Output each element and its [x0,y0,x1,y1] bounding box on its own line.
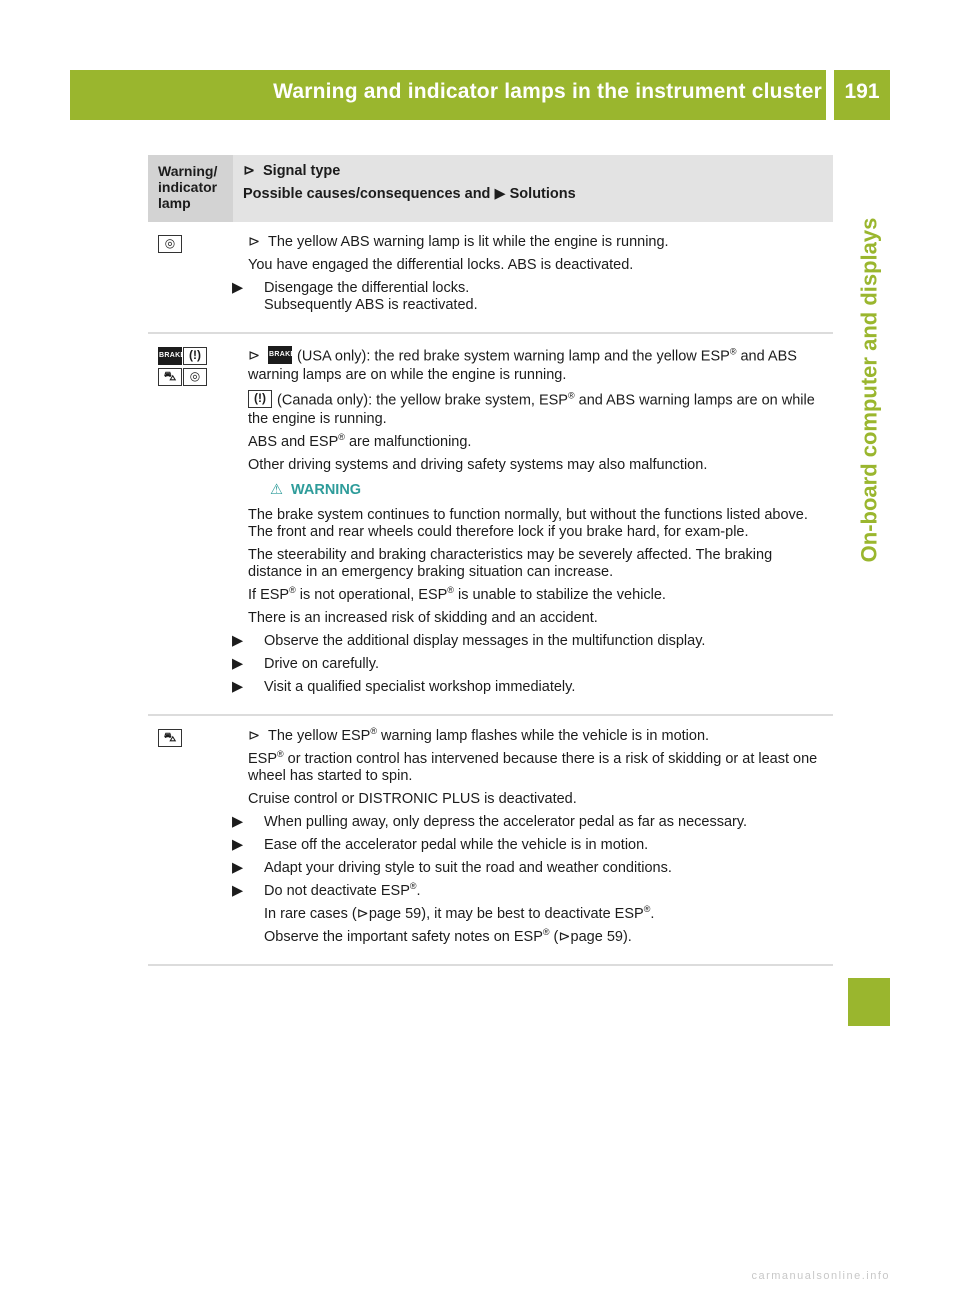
step-icon: ▶ [232,883,244,899]
step-icon: ▶ [232,814,244,830]
page-ref-icon: ⊳ [558,929,571,945]
indicator-icon: ⊳ [248,728,261,744]
col-lamp-header: Warning/ indicator lamp [148,155,233,222]
brake-warning-icon: BRAKE [158,347,182,365]
signal-cell: ⊳ BRAKE (USA only): the red brake system warning lamp and the yellow ESP® and ABS warning lamps are on while the engine is running. (!) (Canada only): the yellow brake system, ESP® and ABS warning lamps are on while the engine is running. ABS and ESP® are malfunctioning. Other driving systems and driving safety systems may also malfunction. ⚠ WARNING The brake system continues to function normally, but without the functions listed above. The front and rear wheels could therefore lock if you brake hard, for exam-ple. The steerability and braking characteristics may be severely affected. The braking distance in an emergency braking situation can increase. If ESP® is not operational, ESP® is unable to stabilize the vehicle. There is an increased risk of skidding and an accident. ▶ Observe the additional display messages in the multifunction display. ▶ Drive on carefully. ▶ Visit a qualified specialist workshop immediately. [248,334,833,714]
warning-triangle-icon: ⚠ [270,482,283,498]
table-row [148,334,833,716]
header-divider [828,70,832,120]
esp-warning-icon: ⛍ [158,368,182,386]
footer-watermark: carmanualsonline.info [751,1270,890,1282]
esp-warning-icon: ⛍ [158,729,182,747]
step-icon: ▶ [232,860,244,876]
table-row [148,222,833,334]
step-icon: ▶ [232,679,244,695]
table-header [148,155,833,222]
page-59-link[interactable]: page 59), it may be best to deactivate ESP [368,906,644,922]
indicator-icon: ⊳ [248,348,261,365]
brake-warning-icon: BRAKE [268,346,292,364]
lamp-cell [148,222,248,332]
signal-cell: ⊳ The yellow ABS warning lamp is lit while the engine is running. You have engaged the differential locks. ABS is deactivated. ▶ Disengage the differential locks. Subsequently ABS is reactivated. [248,222,833,332]
section-marker [848,978,890,1026]
page-number: 191 [844,80,880,103]
page-59-link[interactable]: page 59). [570,929,632,945]
warning-heading: ⚠ WARNING [270,482,362,498]
step-icon: ▶ [232,837,244,853]
brake-system-icon: (!) [248,390,272,408]
cause-text: You have engaged the differential locks. ABS is deactivated. [248,257,634,273]
abs-warning-icon: ◎ [158,235,182,253]
step-icon: ▶ [232,280,244,296]
table-row [148,716,833,966]
page-title: Warning and indicator lamps in the instrument cluster [273,80,822,103]
step-icon: ▶ [494,186,506,202]
lamp-table [148,155,833,966]
step-icon: ▶ [232,633,244,649]
abs-warning-icon: ◎ [183,368,207,386]
section-tab [848,217,890,563]
page-ref-icon: ⊳ [356,906,369,922]
step-icon: ▶ [232,656,244,672]
brake-system-icon: (!) [183,347,207,365]
section-tab-label: On-board computer and displays [856,217,881,563]
col-signal-header: ⊳ Signal type Possible causes/consequences and ▶ Solutions [243,163,576,202]
signal-cell: ⊳ The yellow ESP® warning lamp flashes while the vehicle is in motion. ESP® or traction control has intervened because there is a risk of skidding or at least one wheel has started to spin. Cruise control or DISTRONIC PLUS is deactivated. ▶ When pulling away, only depress the accelerator pedal as far as necessary. ▶ Ease off the accelerator pedal while the vehicle is in motion. ▶ Adapt your driving style to suit the road and weather conditions. ▶ Do not deactivate ESP®. In rare cases (⊳page 59), it may be best to deactivate ESP®. Observe the important safety notes on ESP® (⊳page 59). [232,726,818,945]
indicator-icon: ⊳ [243,163,256,179]
indicator-icon: ⊳ [248,234,261,250]
